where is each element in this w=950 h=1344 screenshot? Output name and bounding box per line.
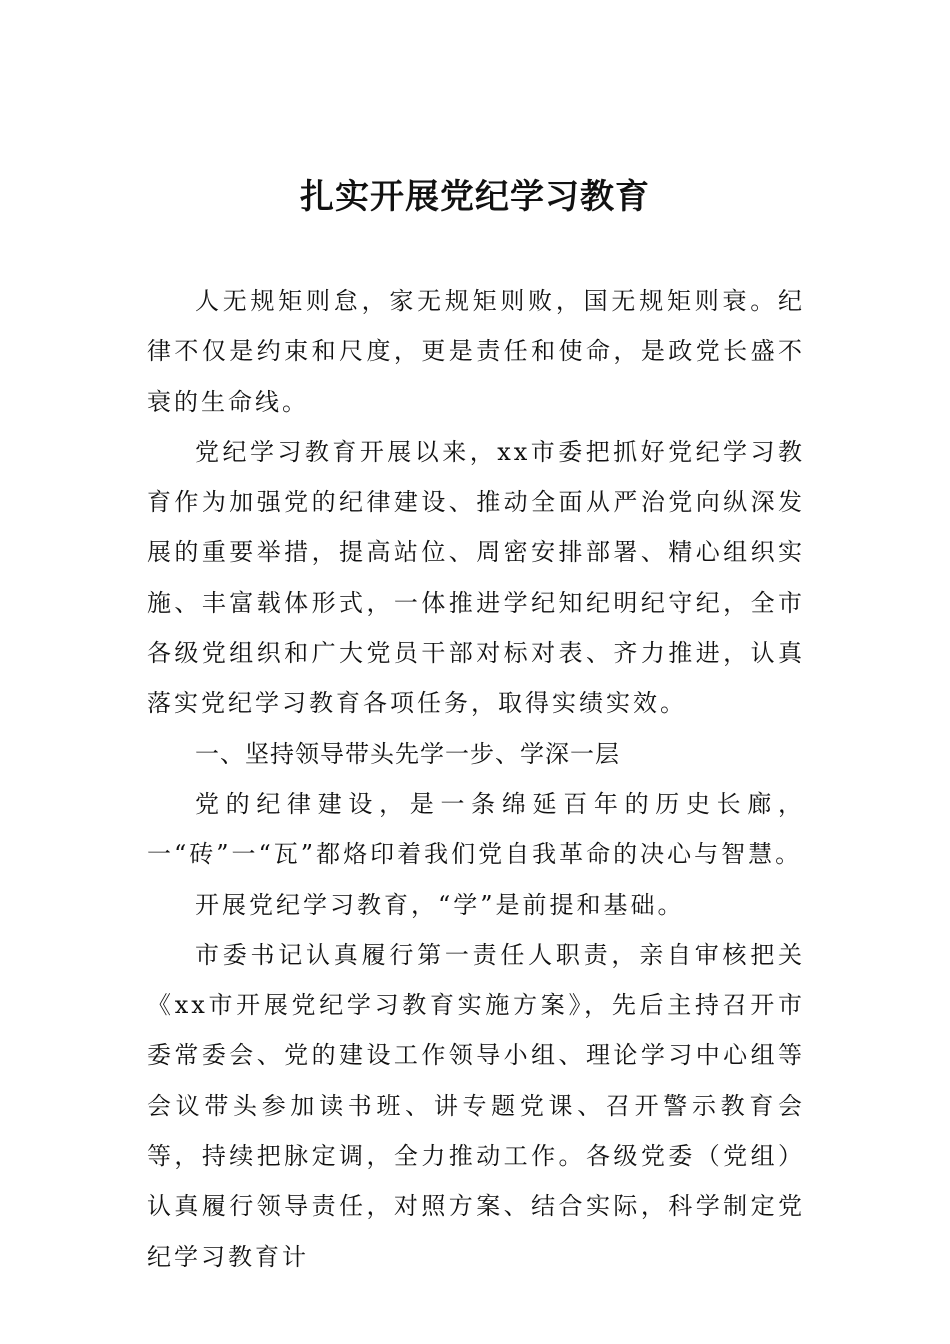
section-1-paragraph-1: 党的纪律建设，是一条绵延百年的历史长廊，一“砖”一“瓦”都烙印着我们党自我革命的决心与智慧。 — [147, 789, 805, 869]
intro-paragraph-1: 人无规矩则怠，家无规矩则败，国无规矩则衰。纪律不仅是约束和尺度，更是责任和使命，是政党长盛不衰的生命线。 — [147, 287, 805, 416]
section-1-paragraph-3: 市委书记认真履行第一责任人职责，亲自审核把关《xx市开展党纪学习教育实施方案》，先后主持召开市委常委会、党的建设工作领导小组、理论学习中心组等会议带头参加读书班、讲专题党课、召开警示教育会等，持续把脉定调，全力推动工作。各级党委（党组）认真履行领导责任，对照方案、结合实际，科学制定党纪学习教育计 — [147, 940, 805, 1271]
document-body — [147, 276, 805, 1282]
document-title: 扎实开展党纪学习教育 — [300, 177, 650, 217]
section-1-paragraph-2: 开展党纪学习教育，“学”是前提和基础。 — [195, 890, 685, 919]
intro-paragraph-2: 党纪学习教育开展以来，xx市委把抓好党纪学习教育作为加强党的纪律建设、推动全面从严治党向纵深发展的重要举措，提高站位、周密安排部署、精心组织实施、丰富载体形式，一体推进学纪知纪明纪守纪，全市各级党组织和广大党员干部对标对表、齐力推进，认真落实党纪学习教育各项任务，取得实绩实效。 — [147, 437, 805, 718]
section-heading-1: 一、坚持领导带头先学一步、学深一层 — [195, 739, 620, 768]
